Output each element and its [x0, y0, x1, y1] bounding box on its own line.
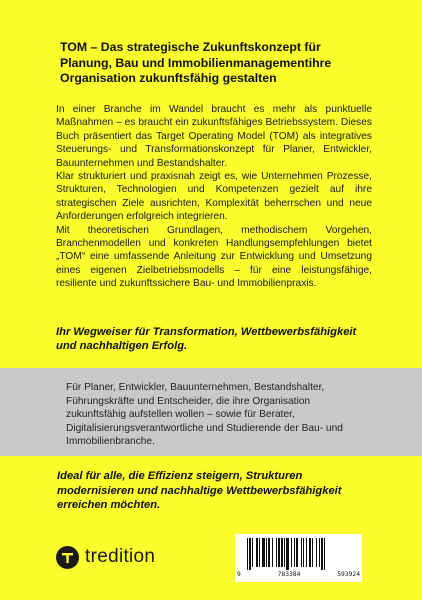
target-audience-text: Für Planer, Entwickler, Bauunternehmen, Bestandshalter, Führungskräfte und Entscheider, die ihre Organisation zukunftsfähig aufstellen wollen – sowie für Berater, Digitalisierungsverantwortliche und Studierende der Bau- und Immobilienbranche. [66, 382, 343, 448]
barcode-number [237, 571, 360, 578]
description-paragraph-3: Mit theoretischen Grundlagen, methodischem Vorgehen, Branchenmodellen und konkreten Handlungsempfehlungen bietet „TOM“ eine umfassende Anleitung zur Entwicklung und Umsetzung eines eigenen Zielbetriebsmodells – für eine leistungsfähige, resiliente und zukunftssichere Bau- und Immobilienpraxis. [56, 224, 372, 290]
cover-title: TOM – Das strategische Zukunftskonzept für Planung, Bau und Immobilienmanagementihre Organisation zukunftsfähig gestalten [60, 40, 332, 85]
tredition-logo-icon [56, 546, 79, 569]
barcode-prefix: 9 [237, 571, 241, 578]
description-paragraph-1: In einer Branche im Wandel braucht es mehr als punktuelle Maßnahmen – es braucht ein zukunftsfähiges Betriebssystem. Dieses Buch präsentiert das Target Operating Model (TOM) als integratives Steuerungs- und Transformationskonzept für Planer, Entwickler, Bauunternehmen und Bestandshalter. [56, 104, 372, 169]
closing-statement: Ideal für alle, die Effizienz steigern, Strukturen modernisieren und nachhaltige Wettbewerbsfähigkeit erreichen möchten. [57, 470, 342, 512]
barcode-group-2: 593924 [337, 571, 360, 578]
publisher-name: tredition [85, 546, 156, 567]
tagline: Ihr Wegweiser für Transformation, Wettbewerbsfähigkeit und nachhaltigen Erfolg. [56, 326, 357, 353]
barcode-bars [247, 538, 355, 570]
description-paragraph-2: Klar strukturiert und praxisnah zeigt es, wie Unternehmen Prozesse, Strukturen, Technologien und Kompetenzen gezielt auf ihre strategischen Ziele ausrichten, Komplexität beherrschen und neue Anforderungen erfolgreich integrieren. [56, 171, 372, 223]
isbn-barcode [235, 534, 362, 582]
barcode-group-1: 783384 [277, 571, 301, 578]
description-text [56, 103, 372, 291]
publisher-logo [56, 544, 155, 570]
